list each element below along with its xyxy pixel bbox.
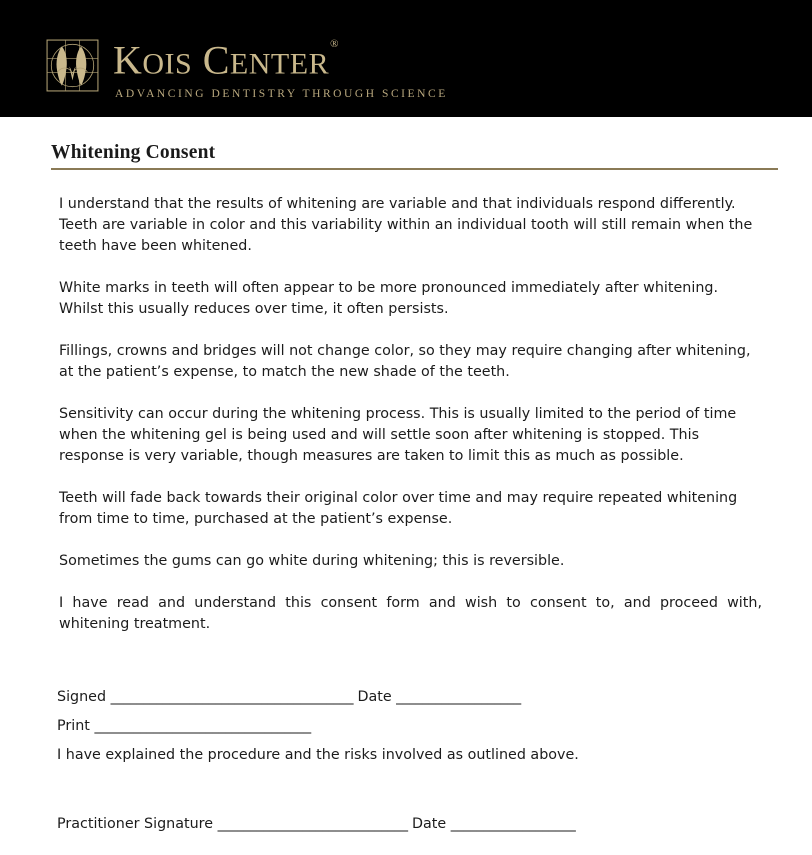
consent-body [59, 194, 762, 656]
title-divider-rule [51, 168, 778, 170]
consent-paragraph: Sometimes the gums can go white during whitening; this is reversible. [59, 553, 565, 569]
brand-center-rest: ENTER [229, 47, 330, 81]
practitioner-signature-label: Practitioner Signature [57, 816, 218, 832]
consent-agreement-paragraph: I have read and understand this consent form and wish to consent to, and proceed with, whitening treatment. [59, 595, 762, 632]
practitioner-date-input-rule[interactable]: ___________________ [450, 816, 576, 832]
date-label: Date [352, 689, 397, 705]
print-input-rule[interactable]: _________________________________ [94, 718, 311, 734]
signed-label: Signed [57, 689, 111, 705]
signed-input-rule[interactable]: _____________________________________ [110, 689, 353, 705]
consent-paragraph: Fillings, crowns and bridges will not change color, so they may require changing after whitening, at the patient’s expense, to match the new shade of the teeth. [59, 343, 751, 380]
signed-date-row [57, 683, 767, 712]
brand-kois-rest: OIS [142, 47, 193, 81]
date-input-rule[interactable]: ___________________ [396, 689, 521, 705]
practitioner-date-label: Date [407, 816, 451, 832]
brand-center-initial-letter: C [202, 37, 230, 83]
registered-trademark-icon: ® [330, 38, 339, 50]
consent-paragraph: I understand that the results of whitening are variable and that individuals respond differently. Teeth are variable in color and this variability within an individual tooth will still remain when the teeth have been whitened. [59, 196, 753, 254]
kois-center-tooth-logo-icon [46, 39, 99, 92]
brand-wordmark-stack [113, 36, 448, 101]
practitioner-signature-block [57, 810, 767, 839]
signature-block [57, 683, 767, 769]
brand-wordmark [113, 36, 448, 84]
practitioner-signature-row [57, 810, 767, 839]
page-title: Whitening Consent [51, 142, 216, 163]
print-name-row [57, 712, 767, 741]
brand-kois-initial: K [113, 37, 143, 83]
practitioner-statement: I have explained the procedure and the risks involved as outlined above. [57, 747, 579, 763]
brand-tagline: ADVANCING DENTISTRY THROUGH SCIENCE [115, 88, 448, 101]
practitioner-signature-input-rule[interactable]: _____________________________ [217, 816, 408, 832]
brand-logo-lockup [46, 36, 448, 101]
consent-paragraph: Teeth will fade back towards their original color over time and may require repeated whitening from time to time, purchased at the patient’s expense. [59, 490, 738, 527]
brand-center-initial [192, 37, 203, 82]
print-label: Print [57, 718, 95, 734]
consent-paragraph: Sensitivity can occur during the whitening process. This is usually limited to the period of time when the whitening gel is being used and will settle soon after whitening is stopped. This response is very variable, though measures are taken to limit this as much as possible. [59, 406, 737, 464]
consent-paragraph: White marks in teeth will often appear to be more pronounced immediately after whitening. Whilst this usually reduces over time, it often persists. [59, 280, 719, 317]
site-header-band [0, 0, 812, 117]
